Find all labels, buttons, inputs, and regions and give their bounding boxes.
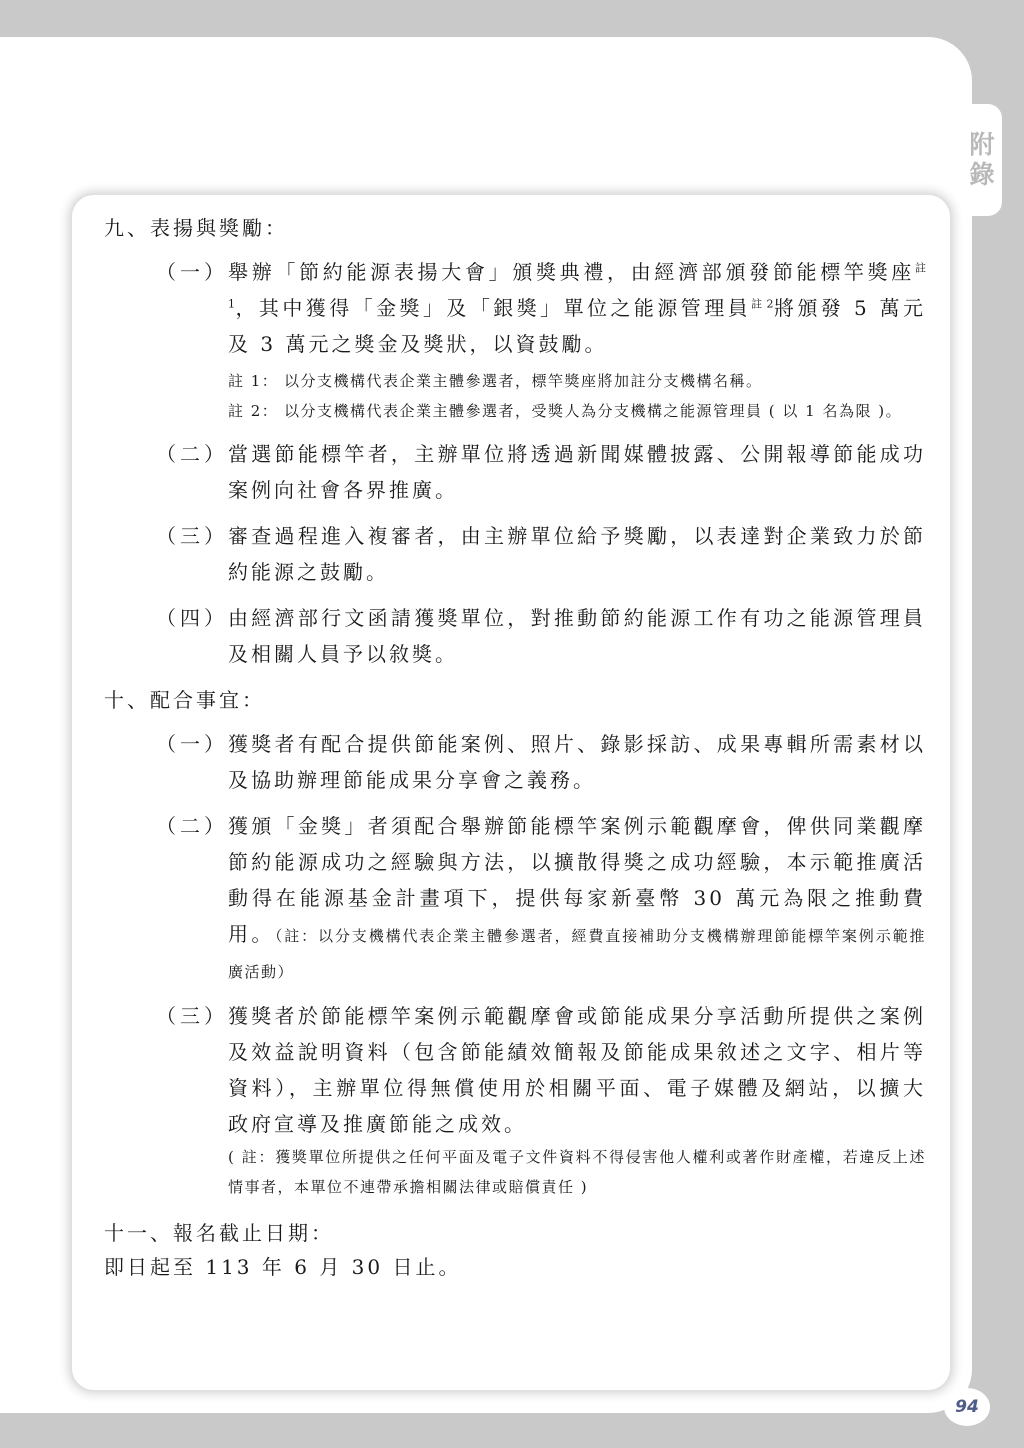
footnotes: [228, 366, 926, 426]
item-text: 獲頒「金獎」者須配合舉辦節能標竿案例示範觀摩會，俾供同業觀摩節約能源成功之經驗與方法，以擴散得獎之成功經驗，本示範推廣活動得在能源基金計畫項下，提供每家新臺幣 30 萬元為限之推動費用。: [228, 814, 926, 946]
deadline-text: 即日起至 113 年 6 月 30 日止。: [104, 1255, 462, 1279]
footnote-label: 註 1：: [228, 372, 279, 390]
appendix-tab-label: 附錄: [969, 130, 995, 189]
section-heading: 十一、報名截止日期：: [104, 1221, 334, 1245]
item-marker: （四）: [156, 606, 228, 630]
section-heading: 九、表揚與獎勵：: [104, 216, 288, 240]
footnote: [228, 366, 926, 396]
list-item: [156, 998, 926, 1202]
item-marker: （一）: [156, 732, 228, 756]
footnote-text: 以分支機構代表企業主體參選者，受獎人為分支機構之能源管理員 ( 以 1 名為限 )。: [284, 402, 903, 420]
item-text: 獲獎者有配合提供節能案例、照片、錄影採訪、成果專輯所需素材以及協助辦理節能成果分享會之義務。: [228, 732, 926, 792]
footnote-label: 註 2：: [228, 402, 279, 420]
footnote-ref: 註 1: [228, 261, 926, 311]
item-marker: （一）: [156, 260, 228, 284]
footnote: [228, 396, 926, 426]
item-marker: （三）: [156, 1004, 228, 1028]
section-eleven: [104, 1216, 926, 1284]
item-text: 當選節能標竿者，主辦單位將透過新聞媒體披露、公開報導節能成功案例向社會各界推廣。: [228, 442, 926, 502]
item-text: 由經濟部行文函請獲獎單位，對推動節約能源工作有功之能源管理員及相關人員予以敘獎。: [228, 606, 926, 666]
item-text: 獲獎者於節能標竿案例示範觀摩會或節能成果分享活動所提供之案例及效益說明資料（包含節能績效簡報及節能成果敘述之文字、相片等資料），主辦單位得無償使用於相關平面、電子媒體及網站，以擴大政府宣導及推廣節能之成效。: [228, 1004, 926, 1136]
item-text: 將頒發 5 萬元及 3 萬元之獎金及獎狀，以資鼓勵。: [228, 296, 926, 356]
list-item: [156, 600, 926, 672]
item-body: [228, 808, 926, 988]
document-content: [104, 208, 926, 1292]
list-item: [156, 726, 926, 798]
inline-note: （註：以分支機構代表企業主體參選者，經費直接補助分支機構辦理節能標竿案例示範推廣活動）: [228, 927, 927, 981]
item-body: [228, 254, 926, 426]
list-item: [156, 518, 926, 590]
item-marker: （二）: [156, 814, 228, 838]
item-text: 審查過程進入複審者，由主辦單位給予獎勵，以表達對企業致力於節約能源之鼓勵。: [228, 524, 926, 584]
list-item: [156, 436, 926, 508]
footnote-text: 以分支機構代表企業主體參選者，標竿獎座將加註分支機構名稱。: [284, 372, 763, 390]
page-number: 94: [944, 1388, 990, 1426]
inline-note: ( 註：獲獎單位所提供之任何平面及電子文件資料不得侵害他人權利或著作財產權，若違反上述情事者，本單位不連帶承擔相關法律或賠償責任 ): [228, 1148, 926, 1196]
section-ten: [104, 680, 926, 1202]
list-item: [156, 808, 926, 988]
section-heading: 十、配合事宜：: [104, 688, 265, 712]
item-marker: （三）: [156, 524, 228, 548]
item-marker: （二）: [156, 442, 228, 466]
footnote-ref: 註 2: [751, 297, 774, 311]
item-text: ，其中獲得「金獎」及「銀獎」單位之能源管理員: [235, 296, 752, 320]
item-body: [228, 998, 926, 1202]
list-item: [156, 254, 926, 426]
item-text: 舉辦「節約能源表揚大會」頒獎典禮，由經濟部頒發節能標竿獎座: [228, 260, 915, 284]
section-nine: [104, 208, 926, 672]
